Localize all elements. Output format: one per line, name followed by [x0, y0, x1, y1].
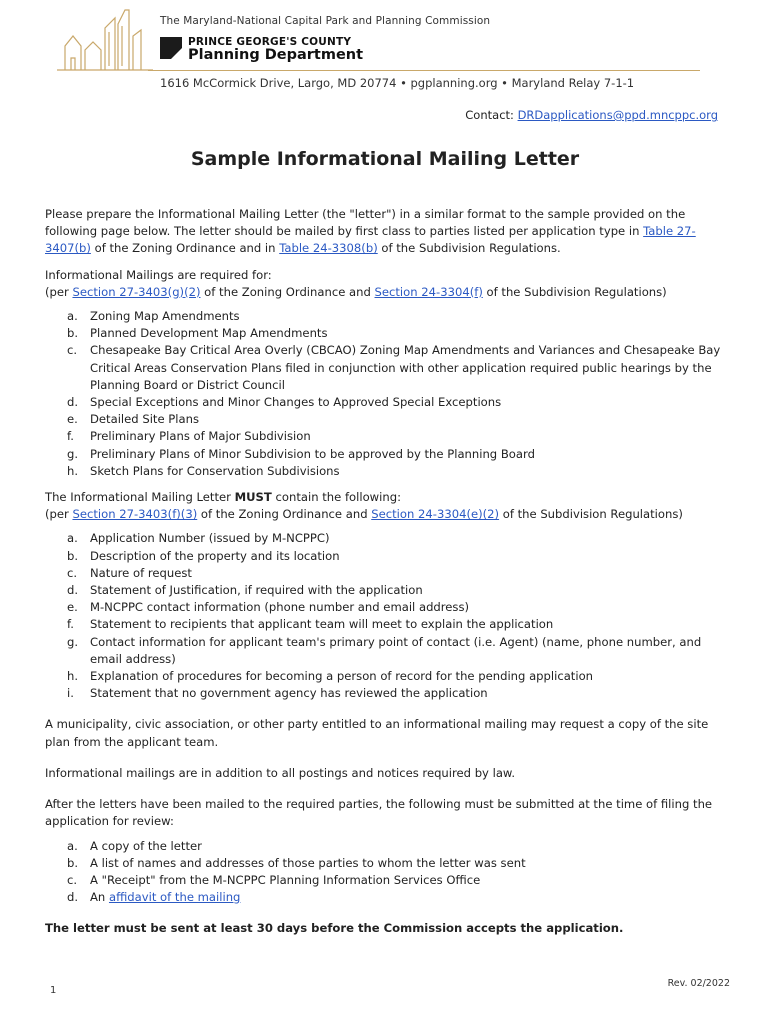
- addition-paragraph: Informational mailings are in addition to all postings and notices required by law.: [45, 765, 516, 780]
- list-text: Preliminary Plans of Major Subdivision: [90, 429, 311, 444]
- contact-label: Contact:: [465, 108, 518, 122]
- revision-date: Rev. 02/2022: [667, 978, 730, 989]
- must-reference: [45, 506, 730, 523]
- must-list: [45, 530, 730, 702]
- required-heading: Informational Mailings are required for:: [45, 267, 272, 282]
- table-27-3407b-link[interactable]: Table 27-3407(b): [45, 224, 696, 256]
- list-item: [45, 872, 730, 889]
- list-item: [45, 599, 730, 616]
- list-item: [45, 616, 730, 633]
- list-marker: g.: [67, 634, 79, 649]
- after-heading: After the letters have been mailed to the required parties, the following must be submitted at the time of filing the application for review:: [45, 797, 713, 829]
- municipality-paragraph: A municipality, civic association, or other party entitled to an informational mailing may request a copy of the site plan from the applicant team.: [45, 717, 709, 749]
- list-text: Zoning Map Amendments: [90, 309, 240, 324]
- list-marker: h.: [67, 463, 79, 478]
- ref-text: (per: [45, 507, 73, 522]
- page-number: 1: [50, 985, 57, 996]
- header-address: 1616 McCormick Drive, Largo, MD 20774 • pgplanning.org • Maryland Relay 7-1-1: [160, 76, 635, 90]
- intro-text-3: of the Subdivision Regulations.: [377, 241, 561, 256]
- list-marker: b.: [67, 855, 79, 870]
- list-text: Planned Development Map Amendments: [90, 326, 328, 341]
- intro-text-1: Please prepare the Informational Mailing Letter (the "letter") in a similar format to the sample provided on the following page below. The letter should be mailed by first class to parties listed per application type in: [45, 207, 686, 239]
- list-item: [45, 342, 730, 394]
- department-name: Planning Department: [188, 47, 364, 63]
- list-marker: a.: [67, 309, 78, 324]
- list-marker: h.: [67, 669, 79, 684]
- pg-logo-mark-icon: [160, 37, 182, 59]
- list-marker: a.: [67, 838, 78, 853]
- section-27-3403g2-link[interactable]: Section 27-3403(g)(2): [72, 284, 201, 299]
- list-marker: b.: [67, 326, 79, 341]
- required-list: [45, 308, 730, 480]
- commission-name: The Maryland-National Capital Park and Planning Commission: [160, 15, 491, 27]
- list-item: [45, 411, 730, 428]
- list-marker: b.: [67, 548, 79, 563]
- list-item: [45, 565, 730, 582]
- intro-paragraph: [45, 206, 730, 258]
- list-item: [45, 428, 730, 445]
- list-item: [45, 855, 730, 872]
- list-text: Nature of request: [90, 565, 192, 580]
- list-text: Statement to recipients that applicant team will meet to explain the application: [90, 617, 554, 632]
- final-note: The letter must be sent at least 30 days before the Commission accepts the application.: [45, 921, 624, 936]
- list-marker: c.: [67, 872, 78, 887]
- list-text: Statement that no government agency has reviewed the application: [90, 686, 488, 701]
- list-text: Description of the property and its location: [90, 548, 340, 563]
- ref-text: of the Subdivision Regulations): [482, 284, 667, 299]
- list-text: A list of names and addresses of those parties to whom the letter was sent: [90, 855, 526, 870]
- must-emphasis: MUST: [234, 490, 272, 505]
- intro-text-2: of the Zoning Ordinance and in: [90, 241, 280, 256]
- affidavit-link[interactable]: affidavit of the mailing: [108, 890, 241, 905]
- list-item: [45, 582, 730, 599]
- required-reference: [45, 284, 730, 301]
- list-marker: d.: [67, 890, 79, 905]
- list-item: [45, 446, 730, 463]
- section-27-3403f3-link[interactable]: Section 27-3403(f)(3): [72, 507, 198, 522]
- list-text: M-NCPPC contact information (phone number and email address): [90, 600, 470, 615]
- list-text: An: [90, 890, 109, 905]
- list-text: Detailed Site Plans: [90, 412, 199, 427]
- list-item: [45, 634, 730, 668]
- list-marker: e.: [67, 600, 78, 615]
- county-name: PRINCE GEORGE'S COUNTY: [188, 36, 352, 48]
- list-text: Statement of Justification, if required with the application: [90, 583, 423, 598]
- list-text: Sketch Plans for Conservation Subdivisions: [90, 463, 340, 478]
- list-text: Contact information for applicant team's primary point of contact (i.e. Agent) (name, phone number, and email address): [90, 634, 702, 666]
- contact-email-link[interactable]: DRDapplications@ppd.mncppc.org: [517, 108, 718, 122]
- must-text: The Informational Mailing Letter: [45, 490, 235, 505]
- ref-text: of the Zoning Ordinance and: [200, 284, 375, 299]
- list-marker: f.: [67, 429, 74, 444]
- list-marker: i.: [67, 686, 74, 701]
- list-text: Chesapeake Bay Critical Area Overly (CBCAO) Zoning Map Amendments and Variances and Chesapeake Bay Critical Areas Conservation Plans filed in conjunction with other application required public hearings by the Planning Board or District Council: [90, 343, 721, 392]
- city-skyline-logo-icon: [55, 6, 165, 76]
- document-body: [45, 206, 730, 938]
- must-text: contain the following:: [271, 490, 401, 505]
- list-marker: e.: [67, 412, 78, 427]
- must-heading: [45, 489, 730, 506]
- section-24-3304e2-link[interactable]: Section 24-3304(e)(2): [371, 507, 500, 522]
- list-marker: f.: [67, 617, 74, 632]
- page-title: Sample Informational Mailing Letter: [190, 148, 580, 170]
- list-item: [45, 394, 730, 411]
- ref-text: of the Subdivision Regulations): [499, 507, 683, 522]
- list-item: [45, 548, 730, 565]
- list-text: Application Number (issued by M-NCPPC): [90, 531, 330, 546]
- list-item: [45, 463, 730, 480]
- list-item: [45, 838, 730, 855]
- list-item: [45, 325, 730, 342]
- list-marker: d.: [67, 583, 79, 598]
- list-text: Preliminary Plans of Minor Subdivision to be approved by the Planning Board: [90, 446, 535, 461]
- list-text: A copy of the letter: [90, 838, 202, 853]
- list-text: Special Exceptions and Minor Changes to Approved Special Exceptions: [90, 395, 502, 410]
- list-marker: c.: [67, 565, 78, 580]
- list-item: [45, 530, 730, 547]
- list-item: [45, 685, 730, 702]
- list-text: A "Receipt" from the M-NCPPC Planning Information Services Office: [90, 872, 481, 887]
- list-item: [45, 889, 730, 906]
- contact-line: [465, 108, 718, 122]
- list-text: Explanation of procedures for becoming a person of record for the pending application: [90, 669, 594, 684]
- section-24-3304f-link[interactable]: Section 24-3304(f): [374, 284, 483, 299]
- ref-text: of the Zoning Ordinance and: [197, 507, 372, 522]
- after-list: [45, 838, 730, 907]
- table-24-3308b-link[interactable]: Table 24-3308(b): [279, 241, 378, 256]
- list-marker: g.: [67, 446, 79, 461]
- list-marker: a.: [67, 531, 78, 546]
- header-divider: [148, 70, 700, 71]
- ref-text: (per: [45, 284, 73, 299]
- list-marker: d.: [67, 395, 79, 410]
- list-item: [45, 308, 730, 325]
- list-item: [45, 668, 730, 685]
- list-marker: c.: [67, 343, 78, 358]
